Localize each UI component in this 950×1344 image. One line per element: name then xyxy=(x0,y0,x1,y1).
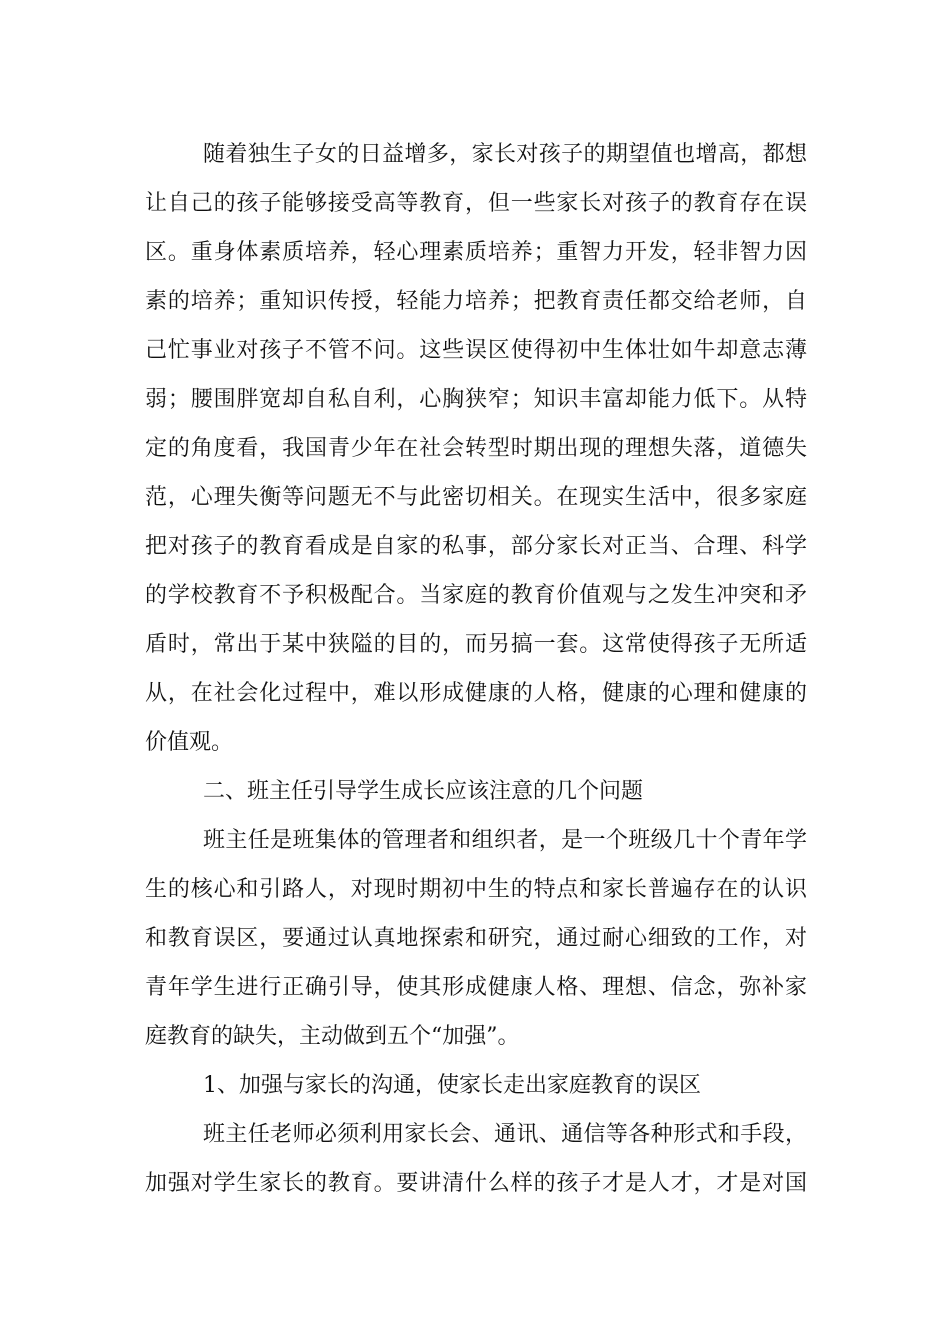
text-line: 庭教育的缺失，主动做到五个“加强”。 xyxy=(145,1024,520,1049)
text-line: 定的角度看，我国青少年在社会转型时期出现的理想失落，道德失 xyxy=(145,436,807,461)
text-line: 己忙事业对孩子不管不问。这些误区使得初中生体壮如牛却意志薄 xyxy=(145,338,807,363)
subsection-heading xyxy=(145,1061,807,1110)
text-line: 弱；腰围胖宽却自私自利，心胸狭窄；知识丰富却能力低下。从特 xyxy=(145,387,807,412)
text-line: 班主任是班集体的管理者和组织者，是一个班级几十个青年学 xyxy=(203,828,807,853)
text-line: 让自己的孩子能够接受高等教育，但一些家长对孩子的教育存在误 xyxy=(145,191,807,216)
text-line: 价值观。 xyxy=(145,730,234,755)
text-line: 素的培养；重知识传授，轻能力培养；把教育责任都交给老师，自 xyxy=(145,289,807,314)
text-line: 把对孩子的教育看成是自家的私事，部分家长对正当、合理、科学 xyxy=(145,534,807,559)
section-heading xyxy=(145,767,807,816)
text-line: 班主任老师必须利用家长会、通讯、通信等各种形式和手段， xyxy=(203,1122,807,1147)
text-line: 范，心理失衡等问题无不与此密切相关。在现实生活中，很多家庭 xyxy=(145,485,807,510)
text-line: 青年学生进行正确引导，使其形成健康人格、理想、信念，弥补家 xyxy=(145,975,807,1000)
document-body xyxy=(145,130,807,1208)
text-line: 加强对学生家长的教育。要讲清什么样的孩子才是人才，才是对国 xyxy=(145,1171,807,1196)
text-line: 随着独生子女的日益增多，家长对孩子的期望值也增高，都想 xyxy=(203,142,807,167)
text-line: 生的核心和引路人，对现时期初中生的特点和家长普遍存在的认识 xyxy=(145,877,807,902)
text-line: 的学校教育不予积极配合。当家庭的教育价值观与之发生冲突和矛 xyxy=(145,583,807,608)
text-line: 和教育误区，要通过认真地探索和研究，通过耐心细致的工作，对 xyxy=(145,926,807,951)
paragraph-class-teacher-role xyxy=(145,816,807,1061)
text-line: 从，在社会化过程中，难以形成健康的人格，健康的心理和健康的 xyxy=(145,681,807,706)
text-line: 区。重身体素质培养，轻心理素质培养；重智力开发，轻非智力因 xyxy=(145,240,807,265)
text-line: 盾时，常出于某中狭隘的目的，而另搞一套。这常使得孩子无所适 xyxy=(145,632,807,657)
section-heading-text: 二、班主任引导学生成长应该注意的几个问题 xyxy=(203,779,644,804)
paragraph-family-education-misconceptions xyxy=(145,130,807,767)
paragraph-parent-communication xyxy=(145,1110,807,1208)
subsection-heading-text: 1、加强与家长的沟通，使家长走出家庭教育的误区 xyxy=(203,1073,701,1098)
